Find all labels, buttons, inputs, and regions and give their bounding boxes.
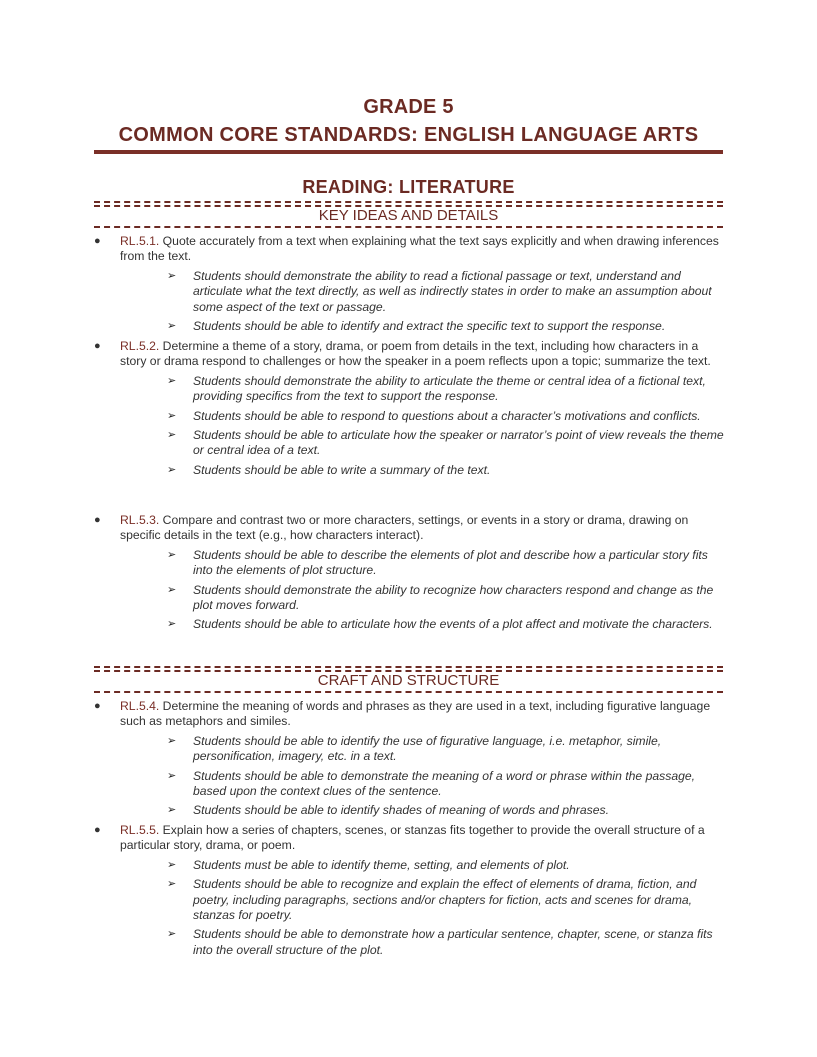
arrow-bullet-icon: ➢ bbox=[167, 463, 177, 476]
expectation-item: ➢ Students must be able to identify theme, setting, and elements of plot. bbox=[167, 857, 570, 872]
expectation-item: ➢ Students should be able to articulate how the events of a plot affect and motivate the characters. bbox=[167, 617, 713, 632]
arrow-bullet-icon: ➢ bbox=[167, 320, 177, 333]
arrow-bullet-icon: ➢ bbox=[167, 409, 177, 422]
arrow-bullet-icon: ➢ bbox=[167, 618, 177, 631]
expectation-item: ➢ Students should be able to recognize and explain the effect of elements of drama, fiction, and poetry, including paragraphs, sections and/or chapters for fiction, acts and scenes for drama, stanzas for poetry. bbox=[167, 877, 697, 923]
arrow-bullet-icon: ➢ bbox=[167, 583, 177, 596]
grade-heading: GRADE 5 bbox=[363, 96, 454, 118]
expectation-item: ➢ Students should demonstrate the ability to recognize how characters respond and change as the plot moves forward. bbox=[167, 582, 714, 613]
expectation-list bbox=[94, 858, 724, 958]
bullet-icon: ● bbox=[94, 514, 101, 526]
bullet-icon: ● bbox=[94, 340, 101, 352]
standard-description: Compare and contrast two or more characters, settings, or events in a story or drama, drawing on specific details in the text (e.g., how characters interact). bbox=[120, 513, 689, 543]
subsection-heading-key-ideas: KEY IDEAS AND DETAILS bbox=[318, 207, 499, 224]
arrow-bullet-icon: ➢ bbox=[167, 858, 177, 871]
arrow-bullet-icon: ➢ bbox=[167, 734, 177, 747]
expectation-item: ➢ Students should be able to identify the use of figurative language, i.e. metaphor, simile, personification, imagery, etc. in a text. bbox=[167, 733, 662, 764]
expectation-item: ➢ Students should be able to describe the elements of plot and describe how a particular story fits into the elements of plot structure. bbox=[167, 547, 708, 578]
expectation-item: ➢ Students should be able to identify shades of meaning of words and phrases. bbox=[167, 803, 609, 818]
arrow-bullet-icon: ➢ bbox=[167, 769, 177, 782]
standard-description: Quote accurately from a text when explaining what the text says explicitly and when drawing inferences from the text. bbox=[120, 234, 719, 264]
subsection-heading-craft: CRAFT AND STRUCTURE bbox=[317, 672, 500, 689]
bullet-icon: ● bbox=[94, 700, 101, 712]
expectation-list bbox=[94, 269, 724, 335]
expectation-item: ➢ Students should be able to demonstrate how a particular sentence, chapter, scene, or stanza fits into the overall structure of the plot. bbox=[167, 927, 713, 957]
standard-code: RL.5.4. bbox=[120, 699, 160, 713]
standard-code: RL.5.3. bbox=[120, 513, 160, 527]
standard-code: RL.5.2. bbox=[120, 339, 160, 353]
standard-rl-5-2 bbox=[94, 339, 724, 482]
expectation-item: ➢ Students should be able to write a summary of the text. bbox=[167, 462, 491, 477]
dashed-divider bbox=[94, 201, 723, 203]
standard-code: RL.5.1. bbox=[120, 234, 160, 248]
standard-description: Determine a theme of a story, drama, or poem from details in the text, including how characters in a story or drama respond to challenges or how the speaker in a poem reflects upon a topic; summarize the text. bbox=[120, 339, 711, 369]
standard-code: RL.5.5. bbox=[120, 823, 160, 837]
arrow-bullet-icon: ➢ bbox=[167, 429, 177, 442]
arrow-bullet-icon: ➢ bbox=[167, 928, 177, 941]
arrow-bullet-icon: ➢ bbox=[167, 804, 177, 817]
arrow-bullet-icon: ➢ bbox=[167, 878, 177, 891]
section-title: READING: LITERATURE bbox=[302, 177, 515, 197]
expectation-item: ➢ Students should be able to articulate how the speaker or narrator’s point of view reveals the theme or central idea of a text. bbox=[167, 428, 724, 458]
expectation-list bbox=[94, 548, 724, 633]
standard-rl-5-4 bbox=[94, 699, 724, 823]
arrow-bullet-icon: ➢ bbox=[167, 269, 177, 282]
standard-rl-5-1 bbox=[94, 234, 724, 338]
expectation-item: ➢ Students should be able to identify and extract the specific text to support the response. bbox=[167, 319, 666, 334]
standard-rl-5-5 bbox=[94, 823, 724, 962]
expectation-item: ➢ Students should be able to respond to questions about a character’s motivations and conflicts. bbox=[167, 408, 701, 423]
dashed-divider bbox=[94, 666, 723, 668]
standard-text bbox=[120, 513, 724, 544]
arrow-bullet-icon: ➢ bbox=[167, 374, 177, 387]
bullet-icon: ● bbox=[94, 235, 101, 247]
expectation-item: ➢ Students should demonstrate the ability to articulate the theme or central idea of a fictional text, providing specifics from the text to support the response. bbox=[167, 373, 706, 404]
title-divider bbox=[94, 150, 723, 154]
dashed-divider bbox=[94, 691, 723, 693]
standard-text bbox=[120, 339, 724, 370]
standard-description: Determine the meaning of words and phrases as they are used in a text, including figurative language such as metaphors and similes. bbox=[120, 699, 711, 729]
standard-text bbox=[120, 823, 724, 854]
expectation-item: ➢ Students should be able to demonstrate the meaning of a word or phrase within the passage, based upon the context clues of the sentence. bbox=[167, 768, 696, 799]
expectation-list bbox=[94, 734, 724, 819]
dashed-divider bbox=[94, 226, 723, 228]
standard-description: Explain how a series of chapters, scenes, or stanzas fits together to provide the overall structure of a particular story, drama, or poem. bbox=[120, 823, 705, 853]
standard-text bbox=[120, 234, 724, 265]
standard-text bbox=[120, 699, 724, 730]
arrow-bullet-icon: ➢ bbox=[167, 548, 177, 561]
bullet-icon: ● bbox=[94, 824, 101, 836]
expectation-list bbox=[94, 374, 724, 478]
document-title: COMMON CORE STANDARDS: ENGLISH LANGUAGE ARTS bbox=[118, 124, 699, 146]
expectation-item: ➢ Students should demonstrate the ability to read a fictional passage or text, understand and articulate what the text directly, as well as indirectly states in order to make an assumption about some aspect of the text or passage. bbox=[167, 268, 712, 314]
standard-rl-5-3 bbox=[94, 513, 724, 637]
